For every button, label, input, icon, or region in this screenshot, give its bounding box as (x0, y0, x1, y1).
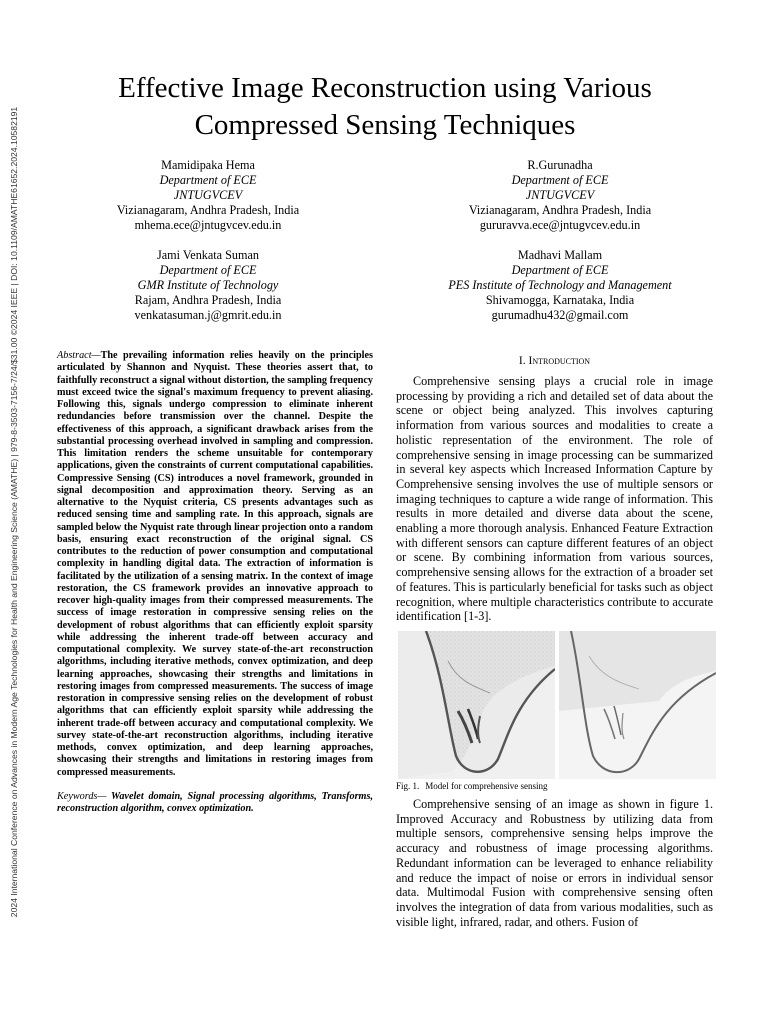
abstract (57, 350, 373, 779)
paper-title: Effective Image Reconstruction using Various Compressed Sensing Techniques (118, 72, 652, 141)
author-block-1 (43, 158, 373, 233)
author-location: Rajam, Andhra Pradesh, India (134, 293, 282, 307)
author-department: Department of ECE (159, 263, 257, 277)
author-institute: PES Institute of Technology and Management (448, 278, 672, 292)
author-name: Madhavi Mallam (517, 248, 603, 262)
author-name: R.Gurunadha (527, 158, 593, 172)
figure-panel-reconstructed (559, 631, 716, 779)
author-email: mhema.ece@jntugvcev.edu.in (134, 218, 282, 232)
intro-paragraph-2-block (396, 797, 713, 929)
figure-1-caption (396, 781, 548, 791)
author-department: Department of ECE (511, 173, 609, 187)
figure-label: Fig. 1. (396, 781, 420, 791)
author-email: gurumadhu432@gmail.com (491, 308, 629, 322)
author-block-4 (395, 248, 725, 323)
author-department: Department of ECE (159, 173, 257, 187)
keywords (57, 791, 373, 816)
abstract-label: Abstract— (57, 350, 101, 361)
author-block-2 (395, 158, 725, 233)
author-name: Mamidipaka Hema (161, 158, 255, 172)
author-email: gururavva.ece@jntugvcev.edu.in (479, 218, 641, 232)
intro-paragraph-1: Comprehensive sensing plays a crucial role in image processing by providing a rich and detailed set of data about the scene or object being analyzed. This involves capturing information from various sources and modalities to create a holistic representation of the environment. The role of comprehensive sensing in image processing can be summarized in several key aspects which Increased Information Capture by Comprehensive sensing involves the use of multiple sensors or imaging techniques to capture a wide range of information. This results in more detailed and diverse data about the scene, enabling a more thorough analysis. Enhanced Feature Extraction with different sensors can capture different features of an object or scene. By combining information from various sources, comprehensive sensing allows for the extraction of a broader set of features. This is particularly beneficial for tasks such as object recognition, where multiple characteristics contribute to accurate identification [1-3]. (396, 374, 713, 624)
left-column (57, 350, 373, 815)
author-department: Department of ECE (511, 263, 609, 277)
author-block-3 (43, 248, 373, 323)
author-location: Vizianagaram, Andhra Pradesh, India (116, 203, 300, 217)
author-location: Vizianagaram, Andhra Pradesh, India (468, 203, 652, 217)
author-name: Jami Venkata Suman (157, 248, 259, 262)
author-institute: JNTUGVCEV (173, 188, 243, 202)
section-heading-introduction: I. Introduction (518, 355, 591, 367)
intro-paragraph-1-block (396, 374, 713, 624)
publication-info-text: 2024 International Conference on Advances in Modern Age Technologies for Health and Engineering Science (AMATHE) | 979-8-3503-7156-7/24/$31.00 ©2024 IEEE | DOI: 10.1109/AMATHE61652.2024.10582191 (9, 106, 19, 918)
abstract-text: The prevailing information relies heavily on the principles articulated by Shannon and Nyquist. These theories assert that, to faithfully reconstruct a signal without distortion, the sampling frequency must exceed twice the signal's maximum frequency to prevent aliasing. Following this, signals undergo compression to eliminate inherent redundancies before transmission over the channel. Despite the effectiveness of this approach, a significant drawback arises from the substantial processing overhead involved in sampling and compression. This limitation renders the scheme unsuitable for contemporary applications, given the constraints of current computational capabilities. Compressive Sensing (CS) introduces a novel framework, grounded in signal decomposition and approximation theory. Serving as an alternative to the Nyquist criteria, CS presents advantages such as reduced sensing time and sampling rate. In this approach, signals are sampled below the Nyquist rate through linear projection onto a random basis, ensuring exact reconstruction of the original signal. CS contributes to the reduction of power consumption and computational complexity in handling digital data. The extraction of information is facilitated by the utilization of a sensing matrix. In the context of image restoration, the CS framework provides an innovative approach to recover high-quality images from their compressed measurements. The success of image restoration in compressive sensing relies on the development of robust algorithms that can efficiently exploit sparsity while addressing the inherent trade-off between accuracy and computational complexity. We survey state-of-the-art reconstruction algorithms, including iterative methods, convex optimization, and deep learning approaches, showcasing their strengths and limitations in restoring images from compressed measurements. The success of image restoration in compressive sensing relies on the development of robust algorithms that can efficiently exploit sparsity while addressing the inherent trade-off between accuracy and computational complexity. We survey state-of-the-art reconstruction algorithms, including iterative methods, convex optimization, and deep learning approaches, showcasing their strengths and limitations in restoring images from compressed measurements. (57, 350, 373, 778)
keywords-label: Keywords— (57, 790, 107, 802)
publication-sidebar (6, 0, 22, 1024)
author-institute: JNTUGVCEV (525, 188, 595, 202)
figure-panel-original (398, 631, 555, 779)
figure-caption-text: Model for comprehensive sensing (425, 781, 548, 791)
author-email: venkatasuman.j@gmrit.edu.in (134, 308, 282, 322)
author-location: Shivamogga, Karnataka, India (485, 293, 635, 307)
figure-1 (398, 631, 716, 779)
keywords-text: Wavelet domain, Signal processing algorithms, Transforms, reconstruction algorithm, convex optimization. (57, 790, 373, 814)
intro-paragraph-2: Comprehensive sensing of an image as shown in figure 1. Improved Accuracy and Robustness by utilizing data from multiple sensors, comprehensive sensing helps improve the accuracy and robustness of image processing algorithms. Redundant information can be leveraged to enhance reliability and reduce the impact of noise or errors in individual sensor data. Multimodal Fusion with comprehensive sensing often involves the integration of data from various modalities, such as visible light, infrared, radar, and others. Fusion of (396, 797, 713, 929)
author-institute: GMR Institute of Technology (137, 278, 279, 292)
